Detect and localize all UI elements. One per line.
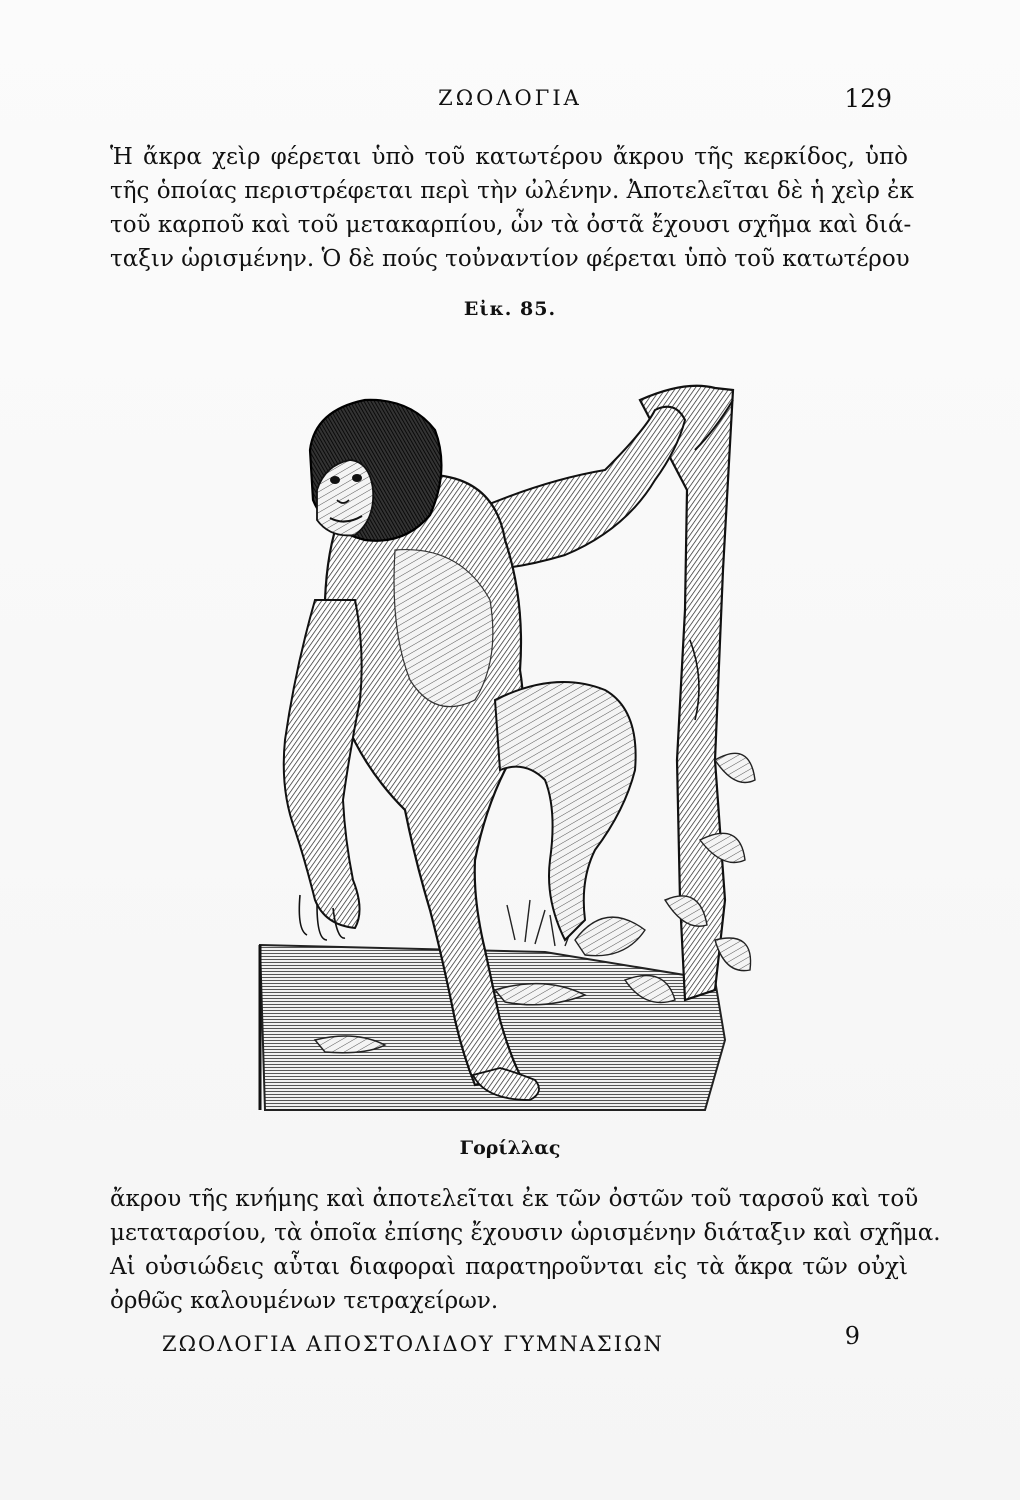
text-line: ἄκρου τῆς κνήμης καὶ ἀποτελεῖται ἐκ τῶν ὀστῶν τοῦ ταρσοῦ καὶ τοῦ <box>110 1186 919 1212</box>
text-line: μεταταρσίου, τὰ ὁποῖα ἐπίσης ἔχουσιν ὡρισμένην διάταξιν καὶ σχῆμα. <box>110 1220 941 1246</box>
figure-label: Εἰκ. 85. <box>463 298 557 320</box>
sheet-number: 9 <box>844 1322 860 1350</box>
text-line: Ἡ ἄκρα χεὶρ φέρεται ὑπὸ τοῦ κατωτέρου ἄκρου τῆς κερκίδος, ὑπὸ <box>110 144 908 170</box>
page-number: 129 <box>844 84 892 113</box>
text-line: τῆς ὁποίας περιστρέφεται περὶ τὴν ὠλένην. Ἀποτελεῖται δὲ ἡ χεὶρ ἐκ <box>110 178 914 204</box>
text-line: ὀρθῶς καλουμένων τετραχείρων. <box>110 1288 499 1314</box>
top-paragraph <box>110 140 914 276</box>
text-line: Αἱ οὐσιώδεις αὗται διαφοραὶ παρατηροῦνται εἰς τὰ ἄκρα τῶν οὐχὶ <box>110 1254 908 1280</box>
text-line: τοῦ καρποῦ καὶ τοῦ μετακαρπίου, ὧν τὰ ὀστᾶ ἔχουσι σχῆμα καὶ διά- <box>110 212 912 238</box>
gorilla-engraving-icon <box>245 340 765 1130</box>
bottom-paragraph <box>110 1182 941 1318</box>
figure-caption: Γορίλλας <box>459 1137 561 1159</box>
text-line: ταξιν ὡρισμένην. Ὁ δὲ πούς τοὐναντίον φέρεται ὑπὸ τοῦ κατωτέρου <box>110 246 910 272</box>
signature-line: ΖΩΟΛΟΓΙΑ ΑΠΟΣΤΟΛΙΔΟΥ ΓΥΜΝΑΣΙΩΝ <box>162 1332 664 1356</box>
running-title: ΖΩΟΛΟΓΙΑ <box>438 86 582 110</box>
